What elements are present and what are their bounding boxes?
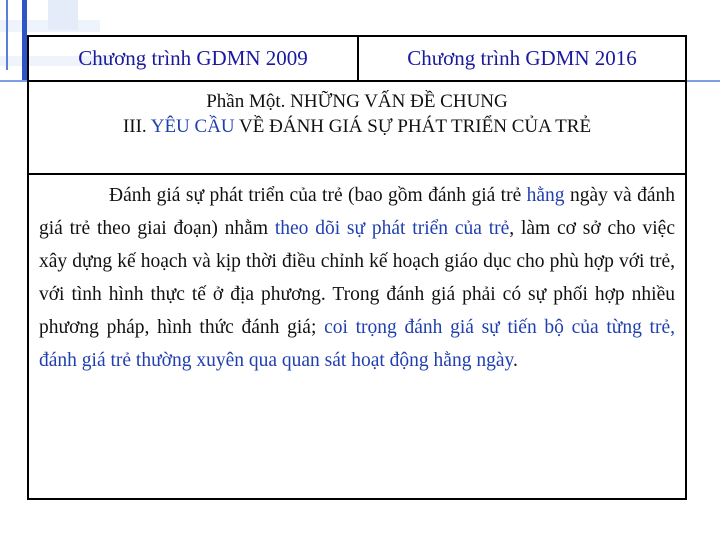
decor-block: [48, 0, 78, 30]
content-paragraph: [39, 179, 675, 377]
table-header-row: [29, 37, 685, 82]
header-cell-2016: Chương trình GDMN 2016: [407, 46, 637, 70]
text-highlight: theo dõi sự phát triển của trẻ: [274, 218, 510, 239]
text-highlight: hằng: [526, 185, 565, 206]
decor-vertical-thin: [6, 0, 8, 70]
text-segment: ngày và đánh giá trẻ theo giai đoạn) nhằm: [39, 185, 675, 239]
header-cell-2009: Chương trình GDMN 2009: [29, 37, 359, 80]
text-segment: Đánh giá sự phát triển của trẻ (bao gồm đánh giá trẻ: [109, 185, 527, 206]
text-segment: , với tình hình thực tế ở địa phương. Trong đánh giá phải có sự phối hợp nhiều phương pháp, hình thức đánh giá;: [39, 251, 675, 338]
text-segment: , làm cơ sở cho việc xây dựng kế hoạch và kịp thời điều chỉnh kế hoạch giáo dục cho phù hợp với trẻ: [39, 218, 675, 272]
content-row: [29, 175, 685, 498]
section-title-row: [29, 82, 685, 175]
subtitle-highlight: YÊU CẦU: [150, 116, 235, 137]
text-highlight: coi trọng đánh giá sự tiến bộ của từng trẻ, đánh giá trẻ thường xuyên qua quan sát hoạt động hằng ngày: [39, 317, 675, 371]
text-segment: .: [512, 350, 518, 371]
subtitle-number: III.: [122, 116, 151, 137]
subtitle-rest: VỀ ĐÁNH GIÁ SỰ PHÁT TRIỂN CỦA TRẺ: [234, 116, 592, 137]
comparison-table: [27, 35, 687, 500]
part-title: Phần Một. NHỮNG VẤN ĐỀ CHUNG: [206, 91, 508, 112]
section-subtitle: [29, 114, 685, 140]
